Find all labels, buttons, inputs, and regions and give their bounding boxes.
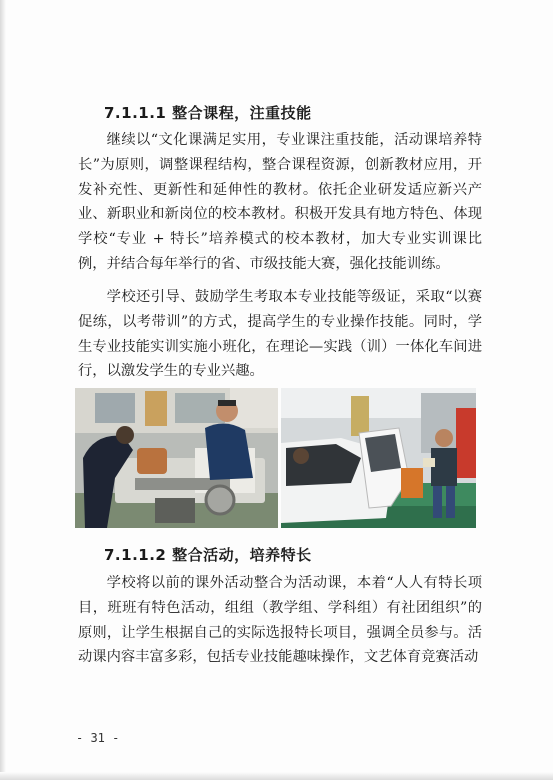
- section1-paragraph-2: 学校还引导、鼓励学生考取本专业技能等级证，采取“以赛促练，以考带训”的方式，提高学生的专业操作技能。同时，学生专业技能实训实施小班化，在理论—实践（训）一体化车间进行，以激发学生的专业兴趣。: [78, 289, 482, 380]
- section2-paragraph-1: 学校将以前的课外活动整合为活动课，本着“人人有特长项目，班班有特色活动，组组（教学组、学科组）有社团组织”的原则，让学生根据自己的实际选报特长项目，强调全员参与。活动课内容丰富多彩，包括专业技能趣味操作，文艺体育竞赛活动: [78, 575, 482, 666]
- lathe-training-photo: [75, 388, 278, 528]
- section1-paragraph-1: 继续以“文化课满足实用，专业课注重技能，活动课培养特长”为原则，调整课程结构，整合课程资源，创新教材应用，开发补充性、更新性和延伸性的教材。依托企业研发适应新兴产业、新职业和新岗位的校本教材。积极开发具有地方特色、体现学校“专业 + 特长”培养模式的校本教材，加大专业实训课比例，并结合每年举行的省、市级技能大赛，强化技能训练。: [78, 132, 482, 272]
- page-edge-shadow: [0, 0, 6, 780]
- section-heading-2: 7.1.1.2 整合活动，培养特长: [104, 546, 312, 564]
- page-number: - 31 -: [76, 731, 120, 745]
- section-heading-1: 7.1.1.1 整合课程，注重技能: [104, 104, 312, 122]
- page-bottom-shadow: [0, 772, 553, 780]
- car-training-photo: [281, 388, 476, 528]
